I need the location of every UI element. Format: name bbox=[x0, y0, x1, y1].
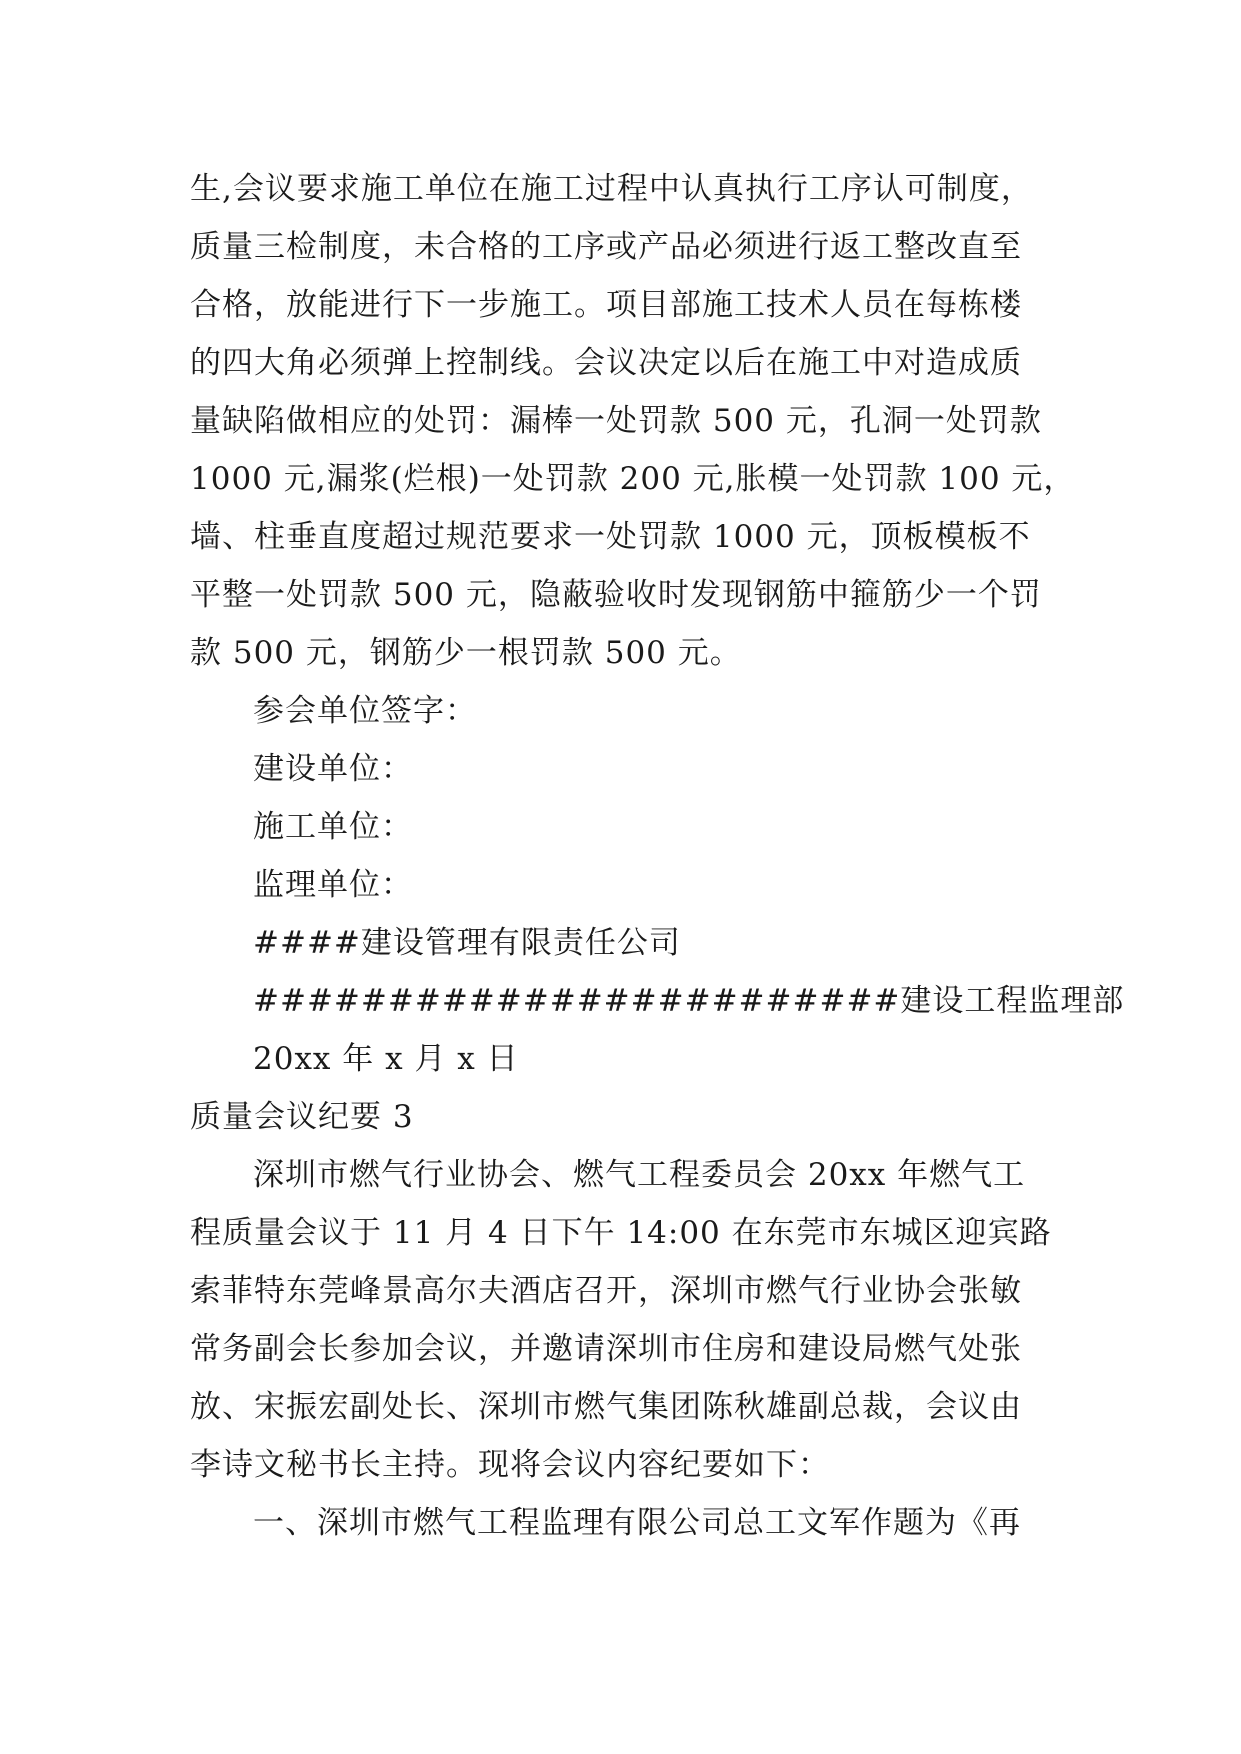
signature-contractor-unit: 施工单位： bbox=[253, 809, 413, 845]
company-name: ####建设管理有限责任公司 bbox=[253, 925, 681, 961]
text-line: 1000 元,漏浆(烂根)一处罚款 200 元,胀模一处罚款 100 元， bbox=[190, 461, 1076, 497]
text-line: 放、宋振宏副处长、深圳市燃气集团陈秋雄副总裁，会议由 bbox=[190, 1389, 1022, 1425]
text-line: 墙、柱垂直度超过规范要求一处罚款 1000 元，顶板模板不 bbox=[190, 519, 1031, 555]
text-line: 平整一处罚款 500 元，隐蔽验收时发现钢筋中箍筋少一个罚 bbox=[190, 577, 1042, 613]
signature-heading: 参会单位签字： bbox=[253, 693, 477, 729]
signature-construction-unit: 建设单位： bbox=[253, 751, 413, 787]
text-line: 李诗文秘书长主持。现将会议内容纪要如下： bbox=[190, 1447, 830, 1483]
text-line: 程质量会议于 11 月 4 日下午 14:00 在东莞市东城区迎宾路 bbox=[190, 1215, 1052, 1251]
text-line: 量缺陷做相应的处罚：漏棒一处罚款 500 元，孔洞一处罚款 bbox=[190, 403, 1042, 439]
text-line: 合格，放能进行下一步施工。项目部施工技术人员在每栋楼 bbox=[190, 287, 1022, 323]
document-date: 20xx 年 x 月 x 日 bbox=[253, 1041, 519, 1077]
text-line: 生,会议要求施工单位在施工过程中认真执行工序认可制度， bbox=[190, 171, 1033, 207]
text-line: 款 500 元，钢筋少一根罚款 500 元。 bbox=[190, 635, 742, 671]
text-line: 一、深圳市燃气工程监理有限公司总工文军作题为《再 bbox=[253, 1505, 1021, 1541]
supervision-department: ########################建设工程监理部 bbox=[253, 983, 1125, 1019]
text-line: 深圳市燃气行业协会、燃气工程委员会 20xx 年燃气工 bbox=[253, 1157, 1026, 1193]
document-body bbox=[190, 160, 1125, 1552]
section-title: 质量会议纪要 3 bbox=[190, 1099, 414, 1135]
signature-supervision-unit: 监理单位： bbox=[253, 867, 413, 903]
text-line: 质量三检制度，未合格的工序或产品必须进行返工整改直至 bbox=[190, 229, 1022, 265]
text-line: 常务副会长参加会议，并邀请深圳市住房和建设局燃气处张 bbox=[190, 1331, 1022, 1367]
text-line: 索菲特东莞峰景高尔夫酒店召开，深圳市燃气行业协会张敏 bbox=[190, 1273, 1022, 1309]
text-line: 的四大角必须弹上控制线。会议决定以后在施工中对造成质 bbox=[190, 345, 1022, 381]
